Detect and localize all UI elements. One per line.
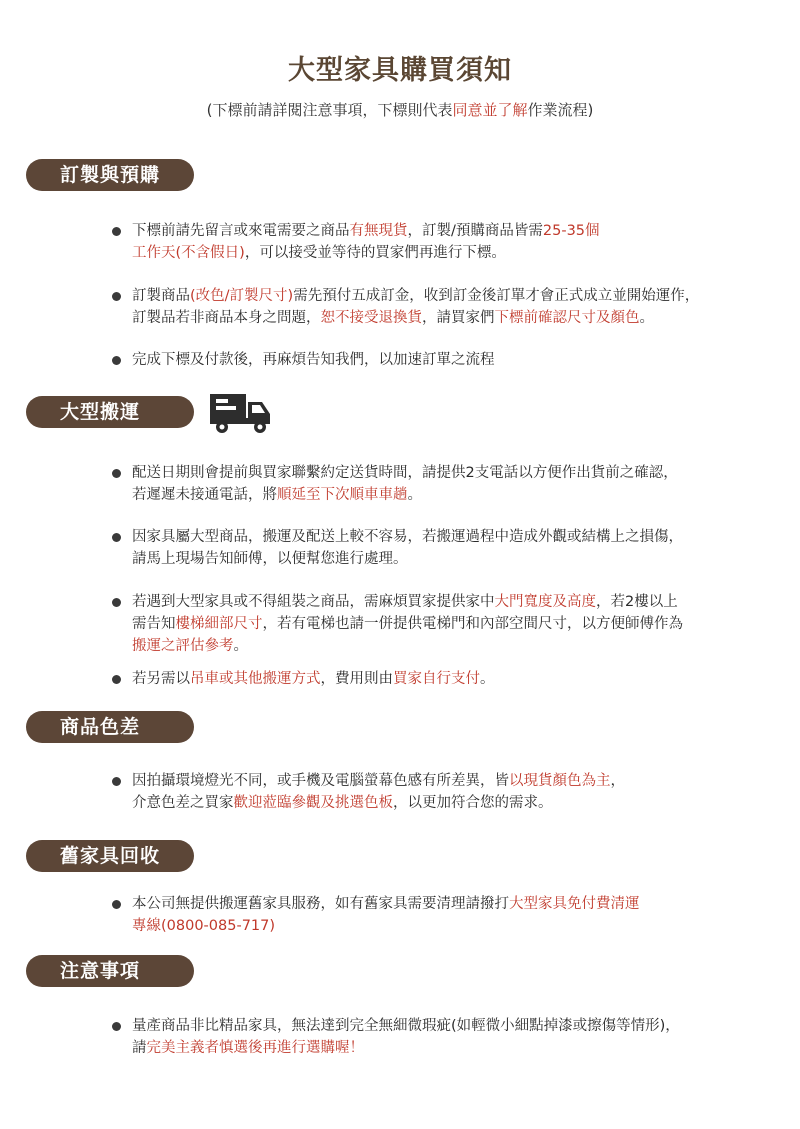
bullet-dot xyxy=(112,469,121,478)
body-text: 介意色差之買家 xyxy=(132,795,234,811)
highlight-text: 大門寬度及高度 xyxy=(494,594,596,610)
body-text: ，費用則由 xyxy=(320,671,393,687)
highlight-text: 完美主義者慎選後再進行選購喔！ xyxy=(146,1040,364,1056)
bullet-item xyxy=(112,526,772,570)
highlight-text: 搬運之評估參考 xyxy=(132,638,234,654)
body-text: ，請買家們 xyxy=(422,310,495,326)
body-text: ，可以接受並等待的買家們再進行下標。 xyxy=(244,245,506,261)
section-header-large-delivery: 大型搬運 xyxy=(26,396,194,428)
bullet-line xyxy=(132,893,772,915)
bullet-line xyxy=(132,349,772,371)
bullet-line xyxy=(132,242,772,264)
body-text: ，若2樓以上 xyxy=(596,594,678,610)
bullet-item xyxy=(112,1015,772,1059)
highlight-text: 樓梯細部尺寸 xyxy=(175,616,263,632)
body-text: 若遲遲未接通電話，將 xyxy=(132,487,277,503)
body-text: 訂製商品 xyxy=(132,288,190,304)
bullet-item xyxy=(112,462,772,506)
bullet-item xyxy=(112,591,772,657)
section-header-notes: 注意事項 xyxy=(26,955,194,987)
body-text: 訂製品若非商品本身之問題， xyxy=(132,310,321,326)
truck-icon xyxy=(208,390,274,436)
bullet-line xyxy=(132,526,772,548)
bullet-item xyxy=(112,285,772,329)
body-text: 。 xyxy=(407,487,422,503)
bullet-line xyxy=(132,1037,772,1059)
highlight-text: 買家自行支付 xyxy=(393,671,480,687)
bullet-item xyxy=(112,893,772,937)
body-text: 。 xyxy=(233,638,248,654)
highlight-text: 順延至下次順車車趟 xyxy=(277,487,408,503)
bullet-dot xyxy=(112,227,121,236)
bullet-line xyxy=(132,1015,772,1037)
subtitle-part2: 作業流程) xyxy=(527,101,594,119)
bullet-line xyxy=(132,220,772,242)
bullet-item xyxy=(112,349,772,371)
bullet-line xyxy=(132,484,772,506)
section-header-color-difference: 商品色差 xyxy=(26,711,194,743)
highlight-text: 吊車或其他搬運方式 xyxy=(190,671,321,687)
bullet-line xyxy=(132,548,772,570)
body-text: 需先預付五成訂金，收到訂金後訂單才會正式成立並開始運作， xyxy=(293,288,700,304)
bullet-dot xyxy=(112,900,121,909)
highlight-text: 恕不接受退換貨 xyxy=(320,310,422,326)
page-title: 大型家具購買須知 xyxy=(288,55,512,86)
highlight-text: 下標前確認尺寸及顏色 xyxy=(494,310,640,326)
bullet-line xyxy=(132,915,772,937)
body-text: ，若有電梯也請一併提供電梯門和內部空間尺寸，以方便師傅作為 xyxy=(262,616,683,632)
body-text: 量產商品非比精品家具，無法達到完全無細微瑕疵(如輕微小細點掉漆或擦傷等情形)， xyxy=(132,1018,680,1034)
body-text: ， xyxy=(610,773,625,789)
section-header-custom-order: 訂製與預購 xyxy=(26,159,194,191)
bullet-dot xyxy=(112,777,121,786)
bullet-item xyxy=(112,770,772,814)
bullet-dot xyxy=(112,1022,121,1031)
body-text: 配送日期則會提前與買家聯繫約定送貨時間，請提供2支電話以方便作出貨前之確認， xyxy=(132,465,678,481)
body-text: 本公司無提供搬運舊家具服務，如有舊家具需要清理請撥打 xyxy=(132,896,509,912)
bullet-dot xyxy=(112,533,121,542)
body-text: 若另需以 xyxy=(132,671,190,687)
body-text: 。 xyxy=(639,310,654,326)
highlight-text: 25-35個 xyxy=(542,223,600,239)
body-text: 因拍攝環境燈光不同，或手機及電腦螢幕色感有所差異，皆 xyxy=(132,773,509,789)
bullet-line xyxy=(132,792,772,814)
bullet-line xyxy=(132,613,772,635)
body-text: ，訂製/預購商品皆需 xyxy=(407,223,543,239)
body-text: 下標前請先留言或來電需要之商品 xyxy=(132,223,350,239)
highlight-text: 工作天(不含假日) xyxy=(132,245,245,261)
subtitle-highlight: 同意並了解 xyxy=(452,101,528,119)
bullet-line xyxy=(132,668,772,690)
bullet-line xyxy=(132,635,772,657)
body-text: 若遇到大型家具或不得組裝之商品，需麻煩買家提供家中 xyxy=(132,594,495,610)
highlight-text: 歡迎蒞臨參觀及挑選色板 xyxy=(233,795,393,811)
body-text: ，以更加符合您的需求。 xyxy=(393,795,553,811)
body-text: 。 xyxy=(480,671,495,687)
subtitle-part1: (下標前請詳閱注意事項，下標則代表 xyxy=(206,101,453,119)
body-text: 因家具屬大型商品，搬運及配送上較不容易，若搬運過程中造成外觀或結構上之損傷， xyxy=(132,529,683,545)
section-header-old-furniture-recycle: 舊家具回收 xyxy=(26,840,194,872)
bullet-item xyxy=(112,668,772,690)
body-text: 需告知 xyxy=(132,616,176,632)
bullet-item xyxy=(112,220,772,264)
bullet-line xyxy=(132,591,772,613)
bullet-dot xyxy=(112,356,121,365)
bullet-line xyxy=(132,770,772,792)
highlight-text: 專線(0800-085-717) xyxy=(132,918,276,934)
bullet-dot xyxy=(112,292,121,301)
body-text: 請 xyxy=(132,1040,147,1056)
highlight-text: 大型家具免付費清運 xyxy=(509,896,640,912)
body-text: 完成下標及付款後，再麻煩告知我們，以加速訂單之流程 xyxy=(132,352,495,368)
page-subtitle xyxy=(0,99,800,120)
highlight-text: 有無現貨 xyxy=(349,223,408,239)
bullet-line xyxy=(132,307,772,329)
bullet-dot xyxy=(112,675,121,684)
bullet-dot xyxy=(112,598,121,607)
highlight-text: (改色/訂製尺寸) xyxy=(190,288,294,304)
bullet-line xyxy=(132,462,772,484)
bullet-line xyxy=(132,285,772,307)
highlight-text: 以現貨顏色為主 xyxy=(509,773,611,789)
body-text: 請馬上現場告知師傅，以便幫您進行處理。 xyxy=(132,551,408,567)
